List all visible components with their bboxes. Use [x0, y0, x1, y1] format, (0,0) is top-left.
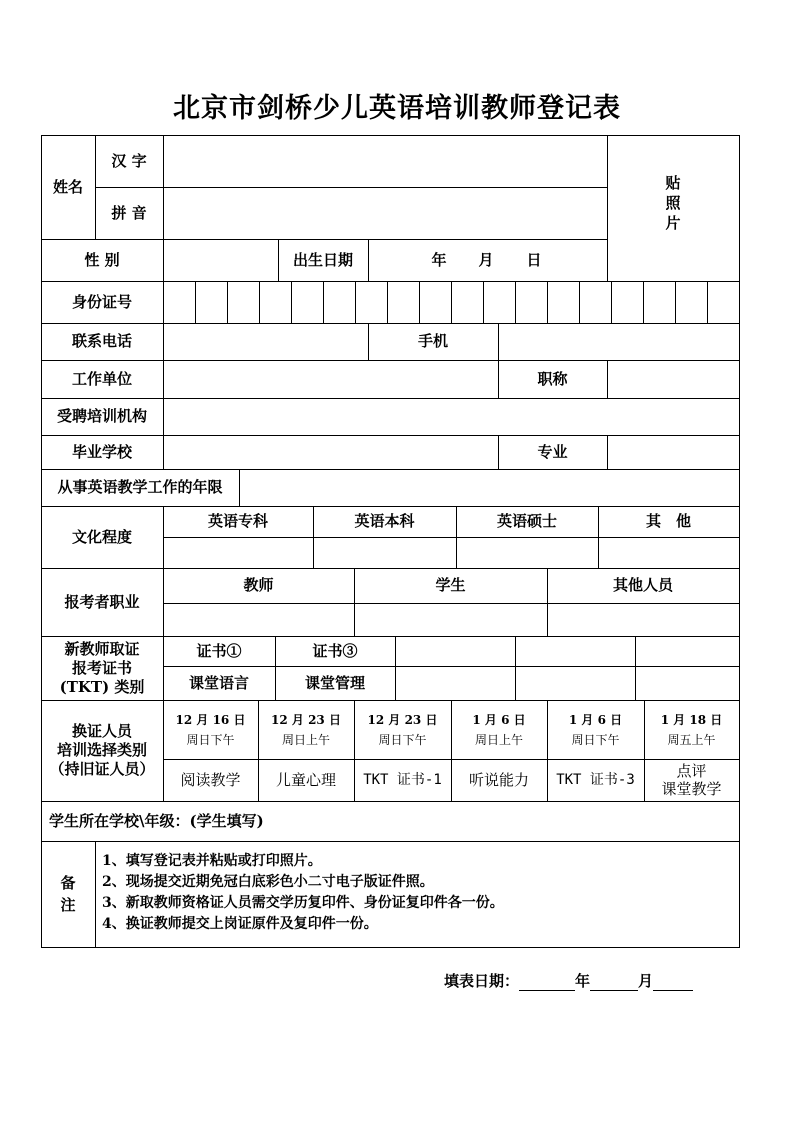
table-rule [258, 700, 259, 802]
table-rule [607, 435, 608, 470]
table-rule [239, 469, 240, 507]
renewal-session-slot [644, 700, 739, 759]
gender-label: 性 别 [84, 250, 120, 269]
education-label: 文化程度 [71, 527, 132, 546]
renewal-session-time: 周日下午 [571, 732, 620, 747]
renewal-session-course[interactable]: 点评 课堂教学 [661, 762, 722, 798]
table-rule [313, 506, 314, 569]
remark-item: 2、现场提交近期免冠白底彩色小二寸电子版证件照。 [102, 874, 434, 890]
teaching-years-label: 从事英语教学工作的年限 [57, 478, 223, 496]
table-rule [41, 841, 740, 842]
table-rule [368, 323, 369, 361]
education-option-associate: 英语专科 [207, 512, 268, 530]
table-rule [515, 636, 516, 701]
job-title-label: 职称 [537, 369, 568, 388]
name-pinyin-label: 拼 音 [111, 203, 147, 222]
renewal-label: 换证人员 培训选择类别 （持旧证人员） [49, 722, 155, 778]
remarks-label: 备 注 [60, 874, 76, 914]
table-rule [95, 135, 96, 240]
renewal-session-date: 1 月 6 日 [472, 712, 526, 727]
name-chinese-label: 汉 字 [111, 151, 147, 170]
renewal-session-date: 12 月 23 日 [367, 712, 438, 727]
table-rule [635, 636, 636, 701]
table-rule [579, 281, 580, 324]
work-unit-label: 工作单位 [71, 369, 132, 388]
table-rule [598, 506, 599, 569]
renewal-session-course[interactable]: 阅读教学 [180, 771, 241, 789]
table-rule [498, 435, 499, 470]
table-rule [644, 700, 645, 802]
renewal-session-slot [354, 700, 451, 759]
form-title: 北京市剑桥少儿英语培训教师登记表 [173, 93, 621, 124]
renewal-session-time: 周日下午 [186, 732, 235, 747]
table-rule [675, 281, 676, 324]
renewal-session-date: 1 月 6 日 [568, 712, 623, 727]
renewal-session-time: 周日上午 [281, 732, 330, 747]
table-rule [163, 506, 164, 569]
education-option-bachelor: 英语本科 [354, 512, 415, 530]
table-rule [354, 568, 355, 637]
occupation-option-other: 其他人员 [612, 576, 673, 594]
renewal-session-course[interactable]: 儿童心理 [275, 771, 336, 789]
table-rule [387, 281, 388, 324]
table-rule [547, 281, 548, 324]
renewal-session-slot [163, 700, 258, 759]
job-title-field[interactable] [607, 360, 739, 398]
fill-date-month-label: 月 [638, 972, 654, 990]
remarks-list [102, 851, 504, 935]
renewal-session-time: 周日下午 [378, 732, 427, 747]
remark-item: 4、换证教师提交上岗证原件及复印件一份。 [102, 916, 378, 932]
education-option-master: 英语硕士 [496, 512, 557, 530]
table-rule [607, 360, 608, 399]
renewal-session-course[interactable]: TKT 证书-3 [556, 772, 635, 788]
major-field[interactable] [607, 435, 739, 469]
renewal-session-time: 周五上午 [667, 732, 716, 747]
table-rule [498, 360, 499, 399]
photo-label: 贴 照 片 [665, 174, 681, 232]
renewal-session-course[interactable]: TKT 证书-1 [363, 772, 442, 788]
table-rule [41, 239, 608, 240]
tkt-classroom-management: 课堂管理 [304, 673, 365, 692]
table-rule [163, 281, 164, 324]
table-rule [163, 666, 740, 667]
renewal-session-slot [547, 700, 644, 759]
table-rule [41, 506, 740, 507]
table-rule [707, 281, 708, 324]
table-rule [354, 700, 355, 802]
table-rule [419, 281, 420, 324]
work-unit-field[interactable] [163, 360, 498, 398]
table-rule [291, 281, 292, 324]
id-card-label: 身份证号 [71, 292, 132, 311]
table-rule [547, 568, 548, 637]
photo-area[interactable] [607, 135, 739, 281]
fill-date-year-blank[interactable] [519, 976, 575, 991]
table-rule [163, 135, 164, 240]
table-rule [498, 323, 499, 361]
table-rule [95, 187, 608, 188]
renewal-session-time: 周日上午 [474, 732, 523, 747]
teaching-years-field[interactable] [239, 469, 739, 506]
table-rule [163, 603, 740, 604]
table-rule [163, 398, 164, 436]
table-rule [355, 281, 356, 324]
table-rule [41, 135, 42, 948]
birth-day-label: 日 [526, 250, 542, 269]
fill-date-month-blank[interactable] [590, 976, 638, 991]
table-rule [643, 281, 644, 324]
renewal-session-date: 1 月 18 日 [660, 712, 723, 727]
remark-item: 1、填写登记表并粘贴或打印照片。 [102, 853, 322, 869]
fill-date-label: 填表日期： [444, 972, 520, 990]
table-rule [456, 506, 457, 569]
tkt-certificate-1: 证书① [196, 641, 242, 660]
tkt-classroom-language: 课堂语言 [188, 673, 249, 692]
renewal-session-date: 12 月 16 日 [175, 712, 246, 727]
table-rule [195, 281, 196, 324]
table-rule [41, 568, 740, 569]
institution-field[interactable] [163, 398, 739, 435]
table-rule [163, 239, 164, 282]
fill-date-day-blank[interactable] [653, 976, 693, 991]
table-rule [368, 239, 369, 282]
renewal-session-date: 12 月 23 日 [271, 712, 341, 727]
table-rule [163, 636, 164, 701]
fill-date-year-label: 年 [575, 972, 591, 990]
table-rule [163, 435, 164, 470]
renewal-session-slot [258, 700, 354, 759]
table-rule [515, 281, 516, 324]
tkt-label: 新教师取证 报考证书 (TKT) 类别 [59, 639, 145, 696]
table-rule [41, 135, 740, 136]
table-rule [41, 469, 740, 470]
table-rule [163, 323, 164, 361]
major-label: 专业 [537, 442, 568, 461]
occupation-option-teacher: 教师 [243, 576, 274, 594]
birth-label: 出生日期 [292, 250, 353, 269]
table-rule [483, 281, 484, 324]
remark-item: 3、新取教师资格证人员需交学历复印件、身份证复印件各一份。 [102, 895, 504, 911]
table-rule [607, 281, 740, 282]
table-rule [41, 435, 740, 436]
fill-date-row [444, 970, 693, 991]
name-chinese-field[interactable] [163, 135, 607, 187]
table-rule [275, 636, 276, 701]
mobile-field[interactable] [498, 323, 739, 360]
tkt-certificate-3: 证书③ [312, 641, 358, 660]
table-rule [41, 360, 740, 361]
phone-label: 联系电话 [71, 332, 132, 350]
table-rule [41, 801, 740, 802]
school-label: 毕业学校 [71, 442, 132, 461]
table-rule [259, 281, 260, 324]
education-option-other: 其 他 [645, 512, 691, 530]
table-rule [41, 323, 740, 324]
registration-form [41, 135, 739, 947]
table-rule [395, 636, 396, 701]
school-field[interactable] [163, 435, 498, 469]
renewal-session-slot [451, 700, 547, 759]
table-rule [547, 700, 548, 802]
table-rule [163, 700, 164, 802]
mobile-label: 手机 [417, 332, 448, 350]
table-rule [611, 281, 612, 324]
institution-label: 受聘培训机构 [56, 407, 147, 425]
birth-month-label: 月 [478, 250, 494, 269]
table-rule [163, 360, 164, 399]
table-rule [41, 398, 740, 399]
renewal-session-course[interactable]: 听说能力 [468, 771, 529, 789]
name-pinyin-field[interactable] [163, 187, 607, 239]
table-rule [451, 700, 452, 802]
table-rule [41, 281, 608, 282]
table-rule [95, 841, 96, 948]
table-rule [451, 281, 452, 324]
table-rule [163, 568, 164, 637]
student-school-label: 学生所在学校\年级：(学生填写) [49, 811, 264, 830]
occupation-option-student: 学生 [435, 576, 466, 594]
name-label: 姓名 [52, 177, 83, 196]
gender-field[interactable] [163, 239, 278, 281]
table-rule [323, 281, 324, 324]
phone-field[interactable] [163, 323, 368, 360]
birth-year-label: 年 [431, 250, 447, 269]
table-rule [607, 135, 608, 282]
table-rule [41, 947, 740, 948]
occupation-label: 报考者职业 [64, 592, 140, 611]
table-rule [163, 537, 740, 538]
table-rule [739, 135, 740, 948]
table-rule [227, 281, 228, 324]
table-rule [278, 239, 279, 282]
